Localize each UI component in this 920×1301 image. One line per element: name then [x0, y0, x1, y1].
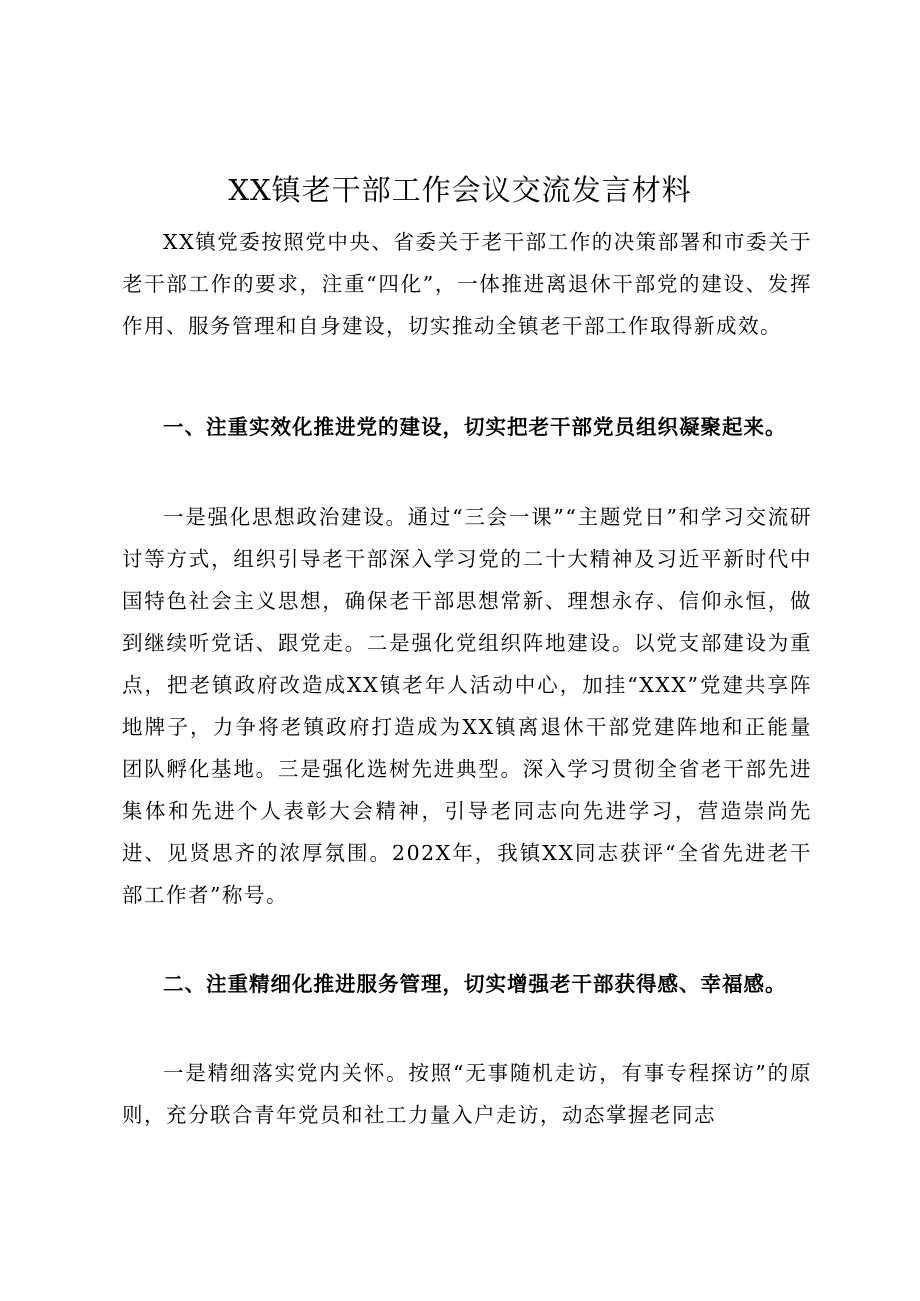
intro-paragraph: XX镇党委按照党中央、省委关于老干部工作的决策部署和市委关于老干部工作的要求，注重“四化”，一体推进离退休干部党的建设、发挥作用、服务管理和自身建设，切实推动全镇老干部工作取得新成效。 — [122, 230, 812, 338]
section-2-heading: 二、注重精细化推进服务管理，切实增强老干部获得感、幸福感。 — [163, 972, 787, 996]
document-title: XX镇老干部工作会议交流发言材料 — [228, 173, 692, 207]
section-1-paragraph: 一是强化思想政治建设。通过“三会一课”“主题党日”和学习交流研讨等方式，组织引导老干部深入学习党的二十大精神及习近平新时代中国特色社会主义思想，确保老干部思想常新、理想永存、信仰永恒，做到继续听党话、跟党走。二是强化党组织阵地建设。以党支部建设为重点，把老镇政府改造成XX镇老年人活动中心，加挂“XXX”党建共享阵地牌子，力争将老镇政府打造成为XX镇离退休干部党建阵地和正能量团队孵化基地。三是强化选树先进典型。深入学习贯彻全省老干部先进集体和先进个人表彰大会精神，引导老同志向先进学习，营造崇尚先进、见贤思齐的浓厚氛围。202X年，我镇XX同志获评“全省先进老干部工作者”称号。 — [122, 505, 812, 907]
section-2-paragraph: 一是精细落实党内关怀。按照“无事随机走访，有事专程探访”的原则，充分联合青年党员和社工力量入户走访，动态掌握老同志 — [122, 1061, 812, 1127]
section-1-heading: 一、注重实效化推进党的建设，切实把老干部党员组织凝聚起来。 — [163, 415, 787, 439]
